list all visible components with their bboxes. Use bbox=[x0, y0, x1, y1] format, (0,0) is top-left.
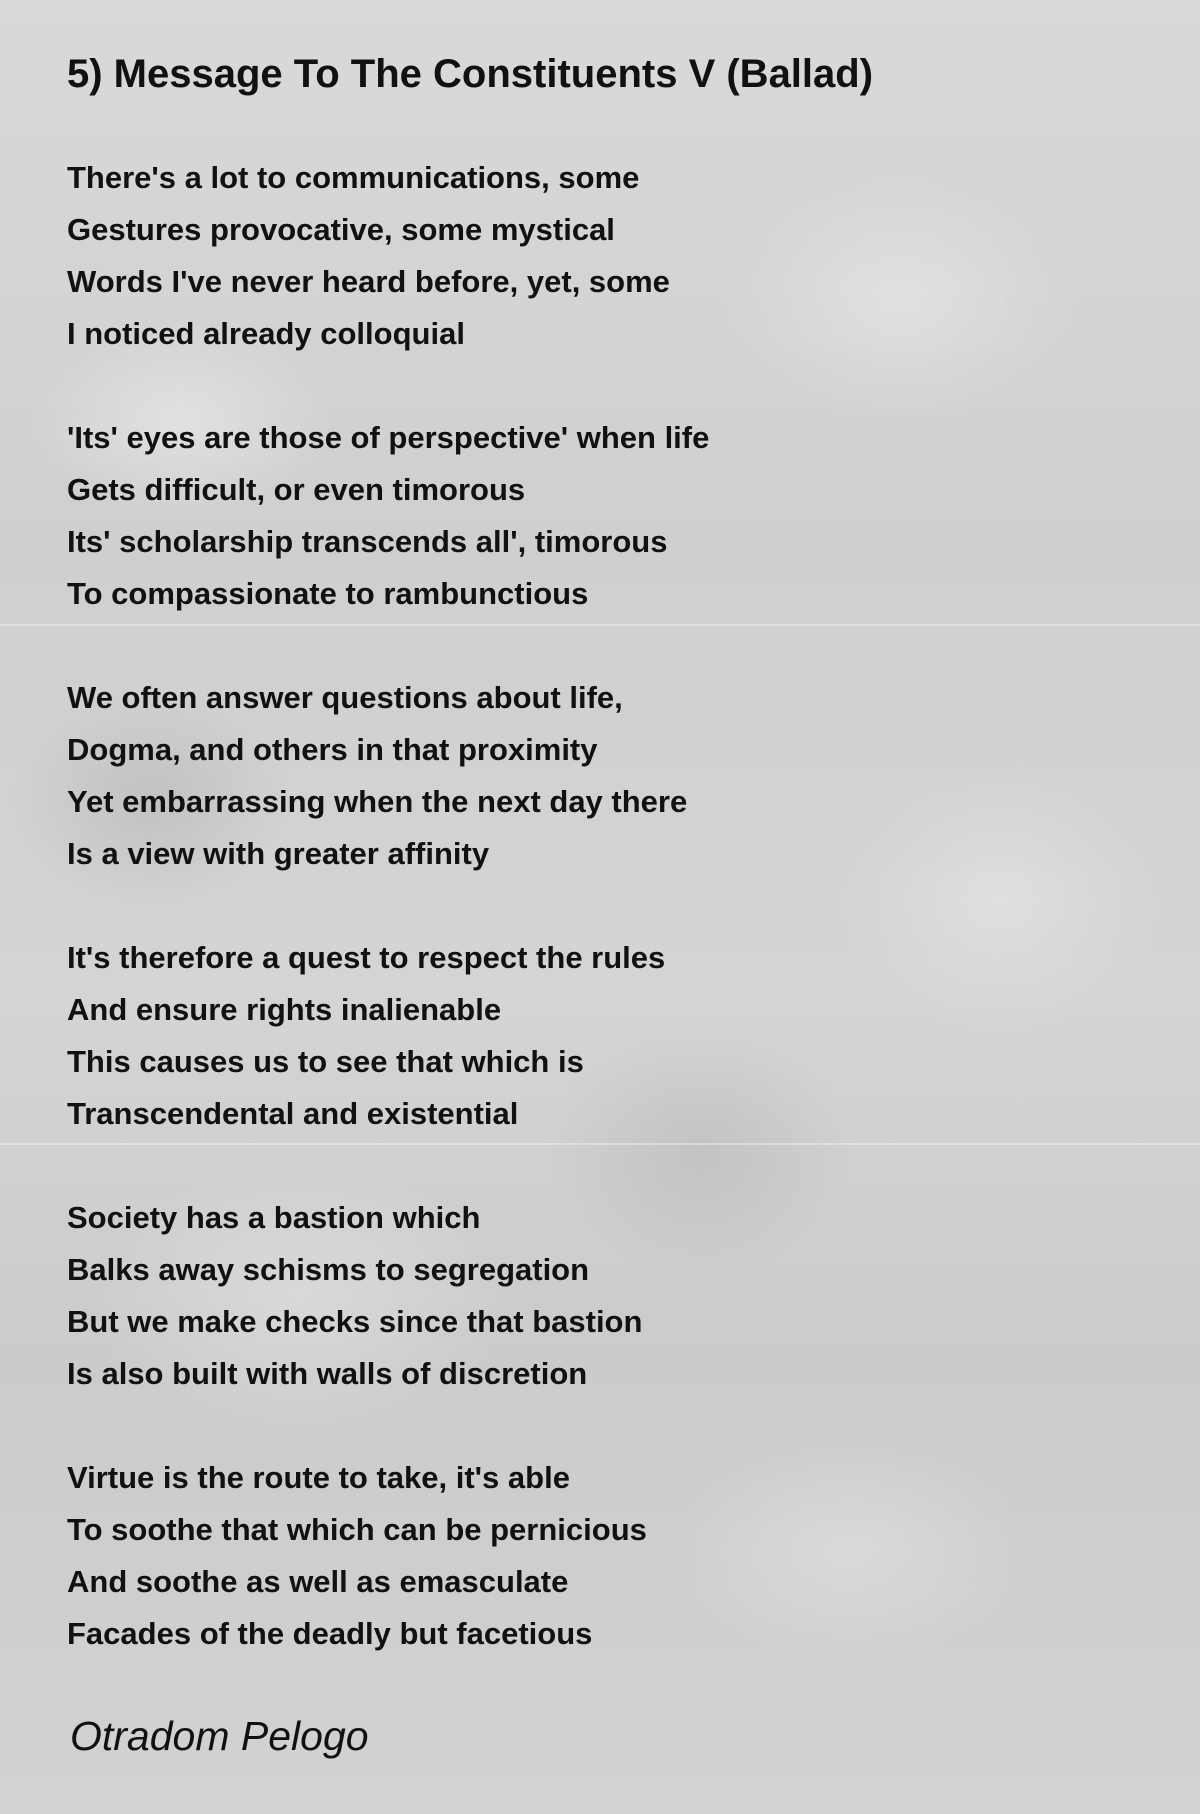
poem-line: This causes us to see that which is bbox=[67, 1044, 584, 1079]
poem-line: We often answer questions about life, bbox=[67, 680, 623, 715]
stanza bbox=[67, 412, 709, 620]
poem-title: 5) Message To The Constituents V (Ballad) bbox=[67, 52, 874, 96]
stanza bbox=[67, 1452, 709, 1660]
poem-line: Facades of the deadly but facetious bbox=[67, 1616, 593, 1651]
poem-author: Otradom Pelogo bbox=[70, 1713, 369, 1759]
poem-line: Is a view with greater affinity bbox=[67, 836, 490, 871]
poem-line: Balks away schisms to segregation bbox=[67, 1252, 590, 1287]
poem-line: Society has a bastion which bbox=[67, 1200, 481, 1235]
poem-body bbox=[67, 152, 709, 1712]
poem-line: Transcendental and existential bbox=[67, 1096, 519, 1131]
poem-line: Yet embarrassing when the next day there bbox=[67, 784, 688, 819]
poem-line: To soothe that which can be pernicious bbox=[67, 1512, 647, 1547]
poem-line: 'Its' eyes are those of perspective' when life bbox=[67, 420, 710, 455]
poem-line: Virtue is the route to take, it's able bbox=[67, 1460, 570, 1495]
stanza bbox=[67, 932, 709, 1140]
poem-line: Gets difficult, or even timorous bbox=[67, 472, 526, 507]
poem-line: Its' scholarship transcends all', timorous bbox=[67, 524, 668, 559]
poem-line: Is also built with walls of discretion bbox=[67, 1356, 588, 1391]
stanza bbox=[67, 1192, 709, 1400]
poem-line: There's a lot to communications, some bbox=[67, 160, 640, 195]
poem-line: It's therefore a quest to respect the rules bbox=[67, 940, 666, 975]
poem-line: Words I've never heard before, yet, some bbox=[67, 264, 670, 299]
poem-line: But we make checks since that bastion bbox=[67, 1304, 643, 1339]
poem-line: Dogma, and others in that proximity bbox=[67, 732, 598, 767]
poem-line: I noticed already colloquial bbox=[67, 316, 465, 351]
stanza bbox=[67, 672, 709, 880]
poem-line: And soothe as well as emasculate bbox=[67, 1564, 569, 1599]
poem-line: And ensure rights inalienable bbox=[67, 992, 502, 1027]
poem-line: Gestures provocative, some mystical bbox=[67, 212, 615, 247]
stanza bbox=[67, 152, 709, 360]
poem-line: To compassionate to rambunctious bbox=[67, 576, 589, 611]
